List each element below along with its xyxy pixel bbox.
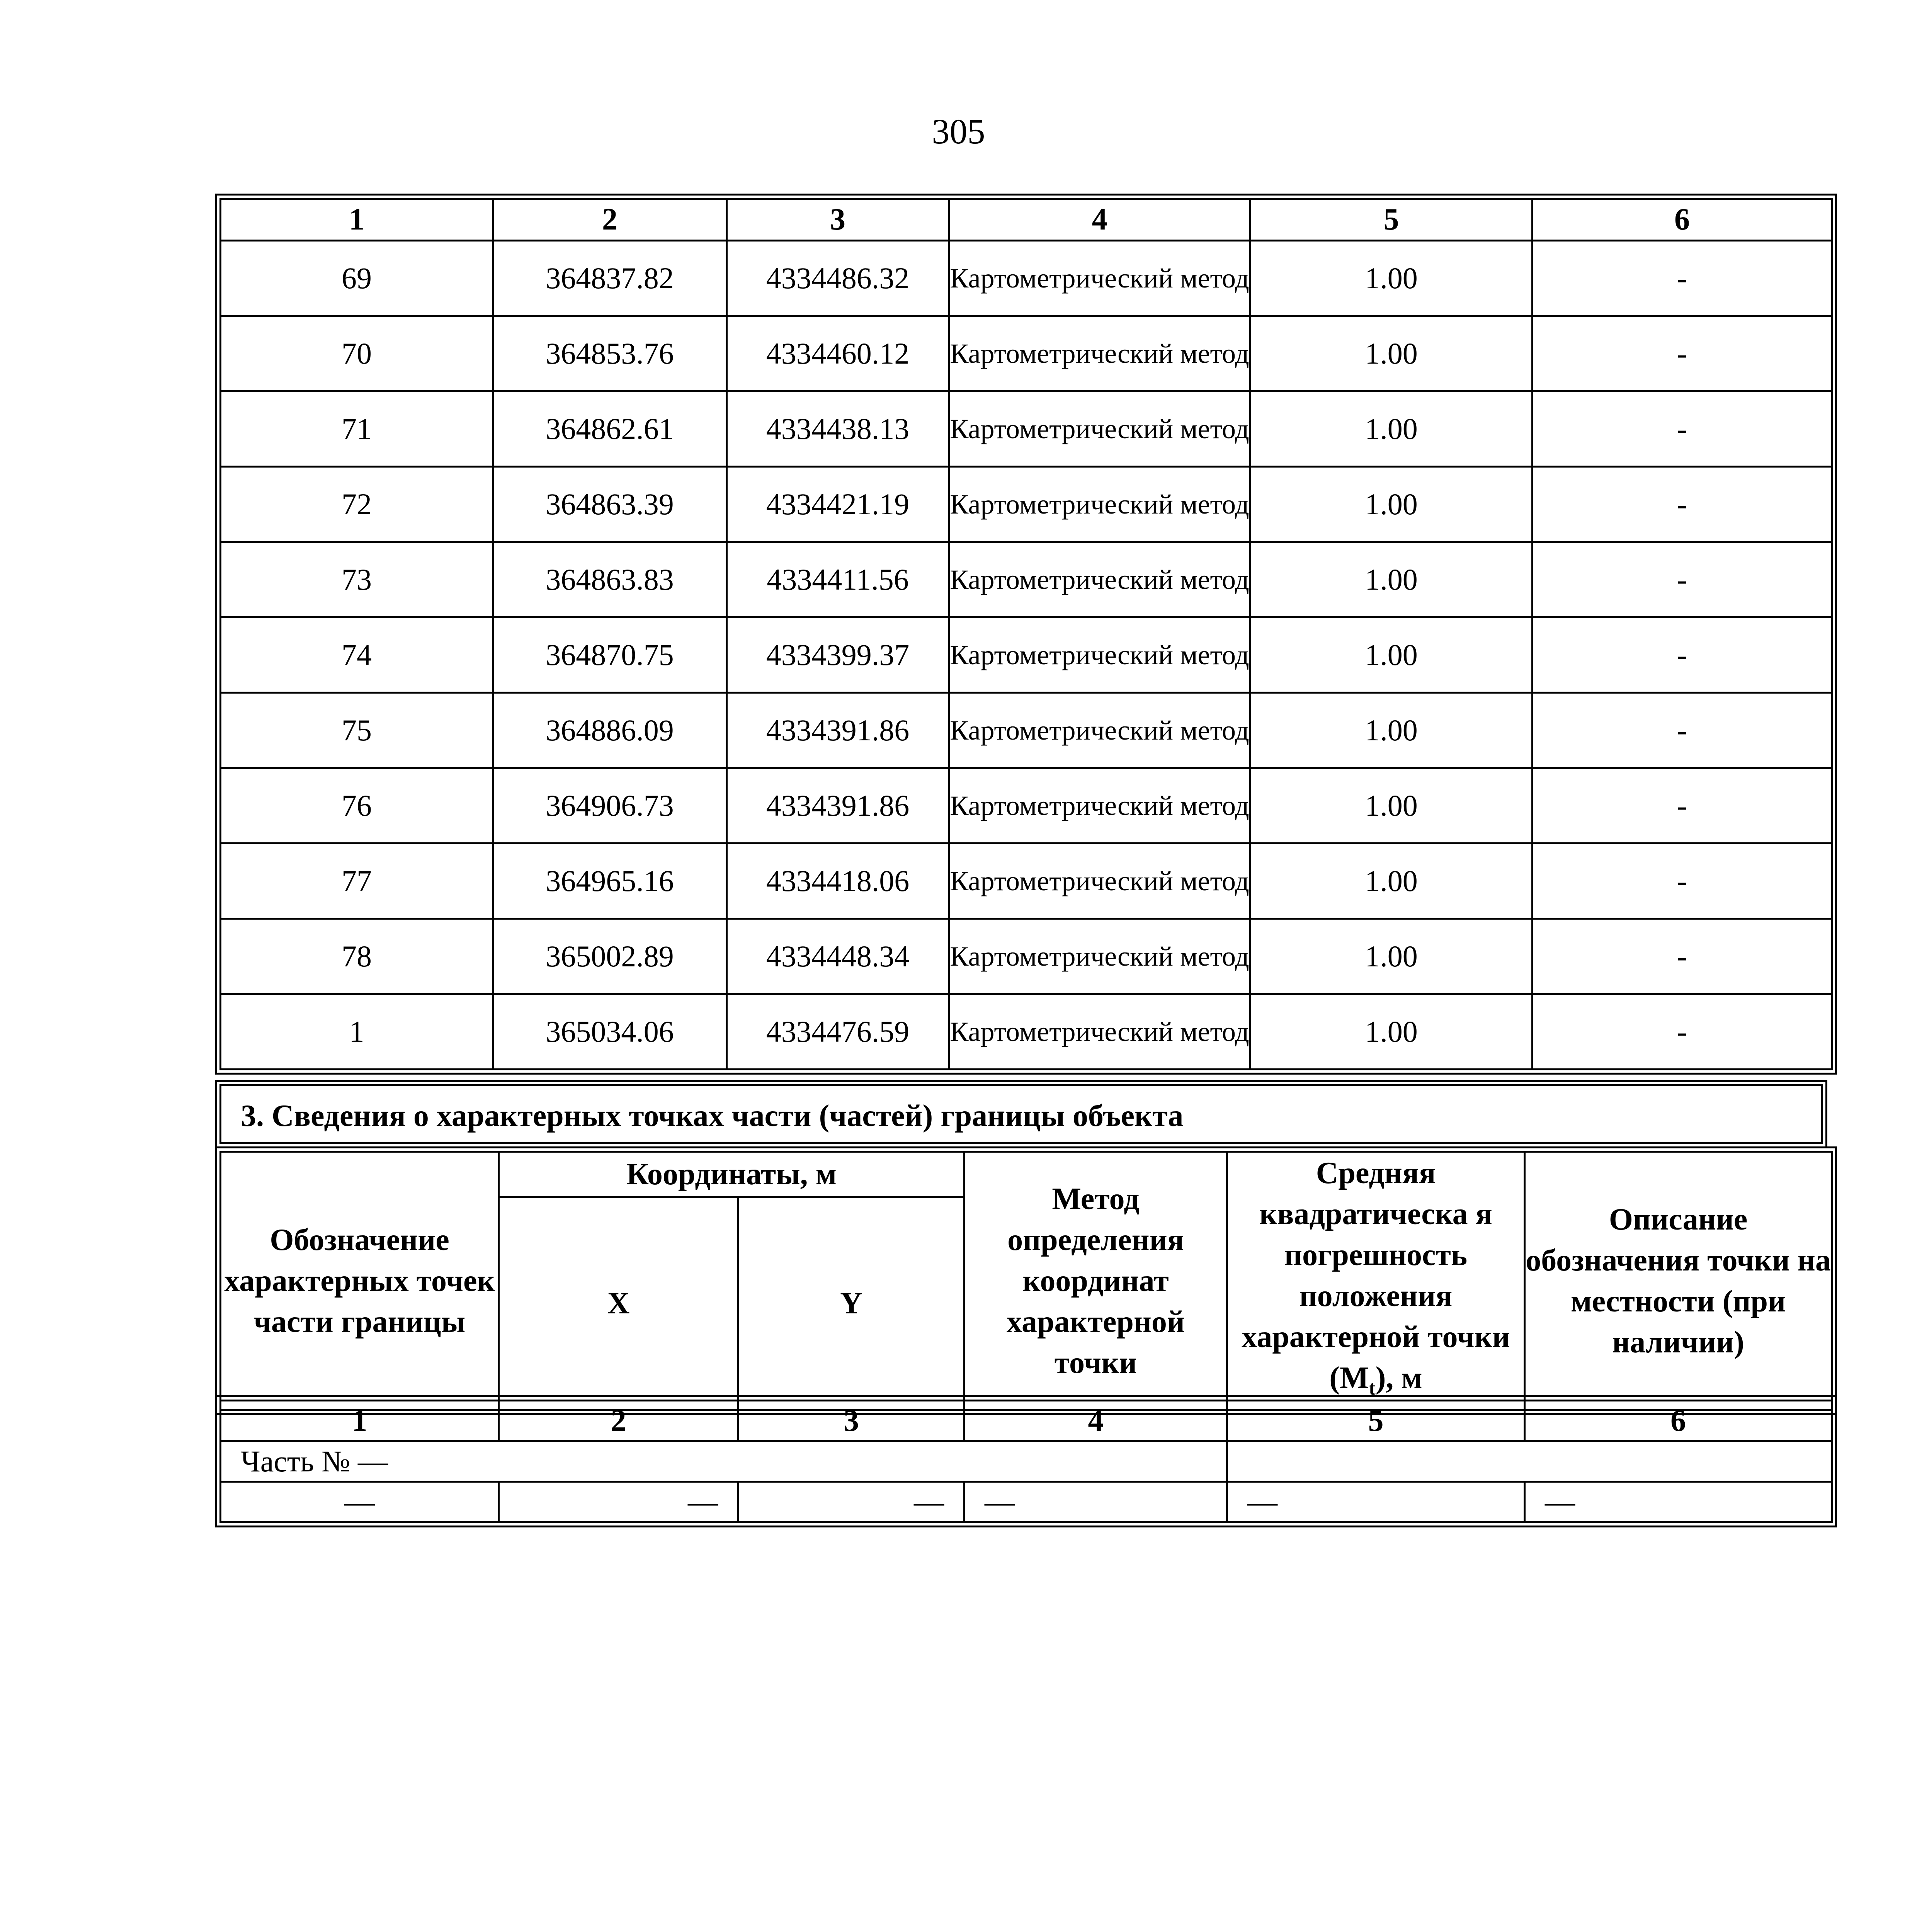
table-row [221,617,1832,693]
table-cell: — [221,1482,499,1522]
table-cell-error: 1.00 [1250,768,1533,844]
table-cell-y: 4334418.06 [727,844,949,919]
table-cell-n: 71 [221,391,493,467]
x-header: X [499,1197,738,1410]
coordinates-header: Координаты, м [499,1152,964,1197]
designation-header: Обозначение характерных точек части границы [221,1152,499,1410]
table-row [221,316,1832,391]
table-cell-desc: - [1533,768,1832,844]
table-cell-method: Картометрический метод [949,542,1250,617]
table-cell-desc: - [1533,994,1832,1070]
table-cell-desc: - [1533,241,1832,316]
table-cell-method: Картометрический метод [949,241,1250,316]
table-cell-method: Картометрический метод [949,467,1250,542]
table-cell-x: 364863.83 [493,542,727,617]
table-cell-x: 364870.75 [493,617,727,693]
column-number: 2 [493,199,727,241]
table-cell: — [1525,1482,1832,1522]
table-cell-method: Картометрический метод [949,768,1250,844]
table-cell-desc: - [1533,316,1832,391]
table-cell-x: 364863.39 [493,467,727,542]
column-number: 1 [221,1401,499,1441]
table-cell: — [738,1482,964,1522]
section-title: 3. Сведения о характерных точках части (частей) границы объекта [219,1084,1823,1144]
table-cell-error: 1.00 [1250,241,1533,316]
column-number: 1 [221,199,493,241]
table-cell-error: 1.00 [1250,467,1533,542]
table-cell-n: 75 [221,693,493,768]
boundary-points-table [219,198,1833,1070]
table-cell-y: 4334411.56 [727,542,949,617]
table-row [221,919,1832,994]
column-number: 2 [499,1401,738,1441]
column-numbers-row [221,1401,1832,1441]
table-cell-x: 364965.16 [493,844,727,919]
part-label-row [221,1441,1832,1482]
table-cell-method: Картометрический метод [949,994,1250,1070]
table-cell-x: 364886.09 [493,693,727,768]
table-cell-desc: - [1533,693,1832,768]
error-header: Средняя квадратическа я погрешность положения характерной точки $(M_t)$, м [1227,1152,1525,1410]
table-cell-x: 364853.76 [493,316,727,391]
table-cell-x: 364862.61 [493,391,727,467]
table-cell-y: 4334391.86 [727,693,949,768]
column-number: 3 [727,199,949,241]
table-cell-y: 4334476.59 [727,994,949,1070]
column-number: 4 [964,1401,1227,1441]
table-cell-n: 78 [221,919,493,994]
table-cell-error: 1.00 [1250,919,1533,994]
table-cell: — [499,1482,738,1522]
table-cell-error: 1.00 [1250,693,1533,768]
table-cell-n: 74 [221,617,493,693]
table-cell-method: Картометрический метод [949,844,1250,919]
table-cell-method: Картометрический метод [949,617,1250,693]
table-cell: — [964,1482,1227,1522]
table-row [221,467,1832,542]
column-number: 5 [1250,199,1533,241]
page-number: 305 [932,112,985,151]
table-row [221,844,1832,919]
table-header-row [221,199,1832,241]
table-cell-n: 1 [221,994,493,1070]
table-cell-error: 1.00 [1250,844,1533,919]
boundary-points-body [221,241,1832,1070]
table-cell-error: 1.00 [1250,316,1533,391]
table-cell-y: 4334391.86 [727,768,949,844]
table-cell-error: 1.00 [1250,617,1533,693]
table-cell-y: 4334448.34 [727,919,949,994]
table-cell-method: Картометрический метод [949,316,1250,391]
y-header: Y [738,1197,964,1410]
table-cell-y: 4334486.32 [727,241,949,316]
column-number: 6 [1533,199,1832,241]
table-row [221,391,1832,467]
table-cell-n: 72 [221,467,493,542]
table-cell-error: 1.00 [1250,542,1533,617]
column-number: 3 [738,1401,964,1441]
table-cell-n: 69 [221,241,493,316]
part-points-header-table [219,1151,1833,1411]
table-cell-method: Картометрический метод [949,919,1250,994]
table-row [221,994,1832,1070]
table-row [221,693,1832,768]
table-cell-x: 364906.73 [493,768,727,844]
table-cell-error: 1.00 [1250,391,1533,467]
table-cell-desc: - [1533,542,1832,617]
table-cell-y: 4334460.12 [727,316,949,391]
table-cell-n: 70 [221,316,493,391]
part-label-empty [1227,1441,1832,1482]
table-cell-desc: - [1533,467,1832,542]
table-cell-n: 77 [221,844,493,919]
table-cell-method: Картометрический метод [949,391,1250,467]
part-label: Часть № — [221,1441,1227,1482]
table-cell-x: 365034.06 [493,994,727,1070]
table-cell-n: 76 [221,768,493,844]
table-row [221,768,1832,844]
method-header: Метод определения координат характерной точки [964,1152,1227,1410]
table-cell-method: Картометрический метод [949,693,1250,768]
part-points-table [219,1400,1833,1523]
table-cell-error: 1.00 [1250,994,1533,1070]
table-row [221,241,1832,316]
table-cell-desc: - [1533,391,1832,467]
column-number: 4 [949,199,1250,241]
table-cell-x: 364837.82 [493,241,727,316]
column-number: 5 [1227,1401,1525,1441]
table-cell-n: 73 [221,542,493,617]
table-cell-desc: - [1533,844,1832,919]
description-header: Описание обозначения точки на местности (при наличии) [1525,1152,1832,1410]
table-row [221,1482,1832,1522]
header-row [221,1152,1832,1197]
table-cell-y: 4334421.19 [727,467,949,542]
table-cell: — [1227,1482,1525,1522]
table-cell-desc: - [1533,919,1832,994]
column-number: 6 [1525,1401,1832,1441]
table-cell-y: 4334399.37 [727,617,949,693]
table-row [221,542,1832,617]
table-cell-desc: - [1533,617,1832,693]
table-cell-x: 365002.89 [493,919,727,994]
table-cell-y: 4334438.13 [727,391,949,467]
